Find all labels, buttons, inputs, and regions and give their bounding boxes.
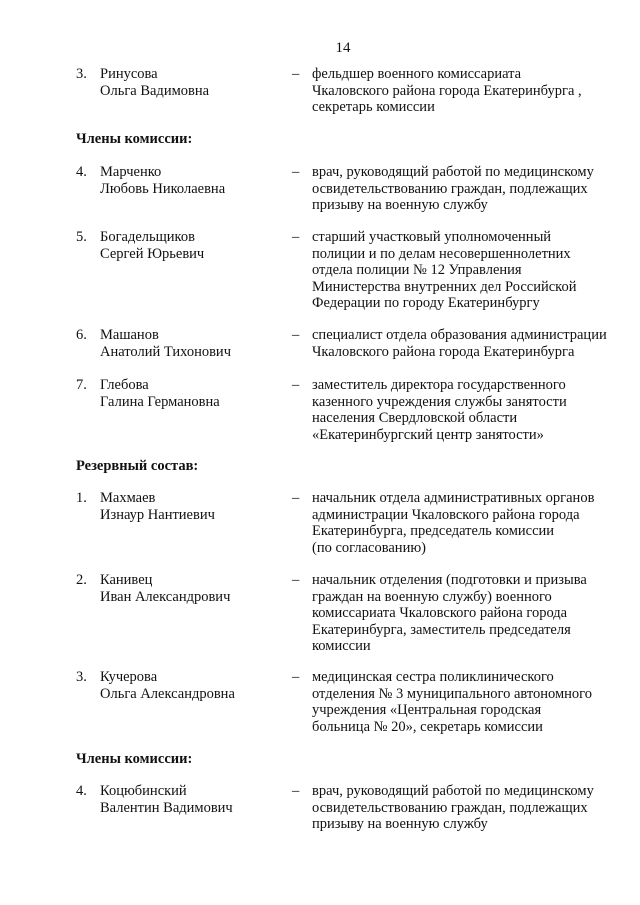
section-heading-reserve: Резервный состав:	[76, 458, 199, 474]
role-line: секретарь комиссии	[312, 99, 435, 115]
role-line: медицинская сестра поликлинического	[312, 669, 554, 685]
role-line: призыву на военную службу	[312, 816, 488, 832]
dash-separator: –	[292, 669, 300, 685]
member-name	[100, 164, 290, 197]
member-name	[100, 490, 290, 523]
role-line: полиции и по делам несовершеннолетних	[312, 245, 571, 262]
dash-separator: –	[292, 229, 300, 245]
member-given-name: Изнаур Нантиевич	[100, 506, 215, 523]
role-line: (по согласованию)	[312, 539, 426, 556]
entry-number: 3.	[76, 669, 87, 685]
entry-number: 3.	[76, 66, 87, 82]
member-role	[312, 572, 618, 655]
dash-separator: –	[292, 327, 300, 343]
member-name	[100, 377, 290, 410]
member-name	[100, 783, 290, 816]
member-surname: Богадельщиков	[100, 229, 195, 245]
member-role	[312, 327, 618, 360]
member-name	[100, 327, 290, 360]
member-role	[312, 164, 618, 214]
role-line: населения Свердловской области	[312, 410, 518, 426]
dash-separator: –	[292, 783, 300, 799]
entry-number: 4.	[76, 164, 87, 180]
member-surname: Машанов	[100, 327, 159, 343]
role-line: отделения № 3 муниципального автономного	[312, 685, 593, 702]
role-line: Екатеринбурга, заместитель председателя	[312, 621, 571, 638]
role-line: больница № 20», секретарь комиссии	[312, 718, 543, 735]
member-surname: Канивец	[100, 572, 153, 588]
role-line: врач, руководящий работой по медицинскому	[312, 164, 594, 180]
role-line: Министерства внутренних дел Российской	[312, 278, 577, 295]
section-heading-members-reserve: Члены комиссии:	[76, 751, 193, 767]
dash-separator: –	[292, 377, 300, 393]
role-line: Екатеринбурга, председатель комиссии	[312, 523, 555, 539]
dash-separator: –	[292, 572, 300, 588]
role-line: начальник отдела административных органов	[312, 490, 595, 506]
entry-number: 2.	[76, 572, 87, 588]
member-given-name: Иван Александрович	[100, 588, 231, 605]
role-line: Чкаловского района города Екатеринбурга ,	[312, 82, 582, 99]
member-surname: Махмаев	[100, 490, 156, 506]
role-line: комиссии	[312, 638, 371, 654]
member-name	[100, 572, 290, 605]
member-role	[312, 377, 618, 443]
member-surname: Глебова	[100, 377, 149, 393]
entry-number: 6.	[76, 327, 87, 343]
member-given-name: Сергей Юрьевич	[100, 245, 205, 262]
member-role	[312, 490, 618, 556]
role-line: освидетельствованию граждан, подлежащих	[312, 180, 588, 197]
member-given-name: Галина Германовна	[100, 393, 220, 410]
role-line: комиссариата Чкаловского района города	[312, 605, 568, 621]
role-line: казенного учреждения службы занятости	[312, 393, 567, 410]
member-given-name: Валентин Вадимович	[100, 799, 233, 816]
dash-separator: –	[292, 66, 300, 82]
page-number: 14	[335, 40, 351, 56]
member-name	[100, 66, 290, 99]
member-surname: Марченко	[100, 164, 162, 180]
role-line: «Екатеринбургский центр занятости»	[312, 426, 544, 443]
role-line: призыву на военную службу	[312, 197, 488, 213]
dash-separator: –	[292, 490, 300, 506]
section-heading-members: Члены комиссии:	[76, 131, 193, 147]
role-line: заместитель директора государственного	[312, 377, 566, 393]
entry-number: 7.	[76, 377, 87, 393]
member-given-name: Анатолий Тихонович	[100, 343, 231, 360]
member-surname: Ринусова	[100, 66, 158, 82]
role-line: отдела полиции № 12 Управления	[312, 262, 522, 278]
role-line: старший участковый уполномоченный	[312, 229, 552, 245]
member-surname: Кучерова	[100, 669, 158, 685]
role-line: Чкаловского района города Екатеринбурга	[312, 343, 575, 360]
role-line: освидетельствованию граждан, подлежащих	[312, 799, 588, 816]
role-line: учреждения «Центральная городская	[312, 702, 542, 718]
role-line: администрации Чкаловского района города	[312, 506, 580, 523]
role-line: граждан на военную службу) военного	[312, 588, 552, 605]
role-line: Федерации по городу Екатеринбургу	[312, 295, 540, 311]
member-role	[312, 669, 618, 735]
member-role	[312, 783, 618, 833]
member-name	[100, 229, 290, 262]
role-line: начальник отделения (подготовки и призыва	[312, 572, 587, 588]
dash-separator: –	[292, 164, 300, 180]
role-line: врач, руководящий работой по медицинскому	[312, 783, 594, 799]
member-role	[312, 229, 618, 312]
member-role	[312, 66, 618, 116]
member-given-name: Ольга Вадимовна	[100, 82, 210, 99]
member-given-name: Ольга Александровна	[100, 685, 235, 702]
entry-number: 5.	[76, 229, 87, 245]
entry-number: 1.	[76, 490, 87, 506]
role-line: специалист отдела образования администрации	[312, 327, 607, 343]
entry-number: 4.	[76, 783, 87, 799]
role-line: фельдшер военного комиссариата	[312, 66, 522, 82]
member-name	[100, 669, 290, 702]
member-surname: Коцюбинский	[100, 783, 187, 799]
member-given-name: Любовь Николаевна	[100, 180, 226, 197]
